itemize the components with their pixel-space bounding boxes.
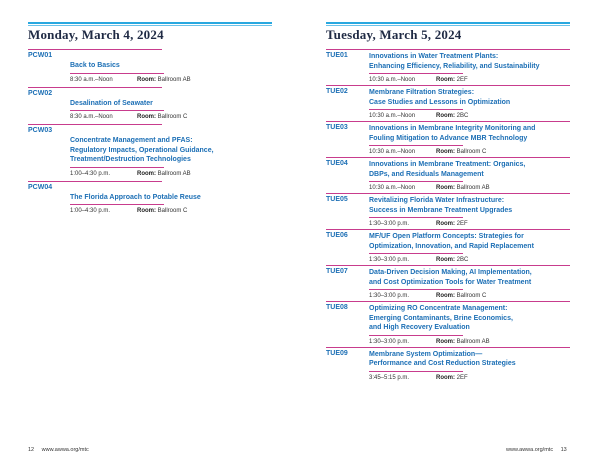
session-time: 1:30–3:00 p.m.: [369, 257, 410, 263]
session-rule: [326, 193, 570, 194]
session-subrule: [369, 73, 463, 74]
session-title: Enhancing Efficiency, Reliability, and Sustainability: [369, 62, 540, 70]
room-label: Room:: [436, 293, 455, 299]
session-room: Ballroom AB: [157, 76, 191, 83]
session-subrule: [70, 110, 164, 111]
session-code: PCW02: [28, 89, 53, 97]
session-rule: [326, 229, 570, 230]
session-room: 2EF: [456, 77, 468, 83]
session-rule: [326, 265, 570, 266]
session-code: TUE08: [326, 304, 348, 311]
room-label: Room:: [436, 185, 455, 191]
session-rule: [326, 49, 570, 50]
session-room: Ballroom AB: [157, 170, 191, 177]
session-room: Ballroom AB: [456, 185, 490, 191]
session-rule: [28, 87, 162, 88]
session-room: Ballroom AB: [456, 338, 490, 345]
room-label: Room:: [436, 374, 455, 381]
room-label: Room:: [436, 149, 455, 155]
room-label: Room:: [137, 114, 156, 120]
session-time: 10:30 a.m.–Noon: [369, 185, 416, 191]
footer-url: www.awwa.org/mtc: [506, 447, 554, 453]
session-title: Membrane System Optimization—: [369, 350, 483, 358]
session-meta: [70, 208, 187, 214]
session-code: TUE01: [326, 52, 348, 59]
session-subrule: [369, 253, 463, 254]
session-title: Innovations in Membrane Integrity Monitoring and: [369, 125, 536, 132]
session-title: DBPs, and Residuals Management: [369, 170, 484, 178]
session-time: 8:30 a.m.–Noon: [70, 114, 113, 120]
room-label: Room:: [436, 338, 455, 345]
session-room: 2BC: [456, 113, 469, 119]
session-title: Optimization, Innovation, and Rapid Replacement: [369, 242, 534, 250]
session-title: Innovations in Membrane Treatment: Organics,: [369, 161, 526, 168]
session-subrule: [369, 371, 463, 372]
session-code: PCW01: [28, 52, 53, 59]
session-room: 2EF: [456, 221, 468, 227]
session-title: and Cost Optimization Tools for Water Treatment: [369, 278, 532, 286]
session-room: Ballroom C: [456, 149, 487, 155]
page-number: 12: [28, 447, 35, 453]
monday-heading: Monday, March 4, 2024: [28, 27, 164, 42]
session-rule: [28, 49, 162, 50]
session-rule: [28, 181, 162, 182]
top-rule-thin: [28, 25, 272, 26]
session-time: 1:30–3:00 p.m.: [369, 338, 410, 345]
left-footer: [28, 447, 89, 453]
session-title: and High Recovery Evaluation: [369, 324, 470, 331]
session-title: Emerging Contaminants, Brine Economics,: [369, 314, 513, 322]
session-time: 1:00–4:30 p.m.: [70, 170, 111, 177]
room-label: Room:: [137, 170, 156, 177]
session-title: Concentrate Management and PFAS:: [70, 137, 193, 144]
session-rule: [326, 347, 570, 348]
session-rule: [326, 85, 570, 86]
session-time: 10:30 a.m.–Noon: [369, 113, 416, 119]
right-footer: [506, 447, 567, 453]
session-room: Ballroom C: [157, 114, 188, 120]
session-title: Regulatory Impacts, Operational Guidance,: [70, 146, 214, 154]
session-rule: [326, 121, 570, 122]
session-title: Data-Driven Decision Making, AI Implementation,: [369, 269, 532, 276]
session-meta: [369, 293, 486, 299]
session-room: 2EF: [456, 374, 468, 381]
session-title: Revitalizing Florida Water Infrastructure:: [369, 197, 505, 204]
session-meta: [369, 221, 468, 227]
session-meta: [369, 77, 468, 83]
session-code: TUE07: [326, 268, 348, 275]
session-time: 10:30 a.m.–Noon: [369, 77, 416, 83]
session-meta: [369, 113, 468, 119]
room-label: Room:: [137, 208, 156, 214]
session-title: Case Studies and Lessons in Optimization: [369, 98, 511, 106]
right-page: [300, 0, 599, 463]
session-code: TUE09: [326, 349, 348, 357]
session-code: TUE06: [326, 232, 348, 239]
session-title: Desalination of Seawater: [70, 99, 153, 107]
session-meta: [369, 375, 468, 381]
session-subrule: [369, 109, 463, 110]
room-label: Room:: [137, 76, 156, 83]
session-title: MF/UF Open Platform Concepts: Strategies for: [369, 233, 524, 240]
session-title: Membrane Filtration Strategies:: [369, 89, 475, 96]
session-room: Ballroom C: [456, 293, 487, 299]
session-subrule: [369, 217, 463, 218]
session-title: Optimizing RO Concentrate Management:: [369, 305, 508, 312]
session-title: Performance and Cost Reduction Strategies: [369, 360, 516, 367]
session-code: TUE02: [326, 88, 348, 95]
session-subrule: [70, 167, 164, 168]
session-code: TUE05: [326, 196, 348, 203]
session-code: TUE04: [326, 160, 348, 167]
session-meta: [369, 185, 490, 191]
session-subrule: [70, 73, 164, 74]
session-subrule: [70, 204, 164, 205]
session-rule: [326, 301, 570, 302]
session-title: Treatment/Destruction Technologies: [70, 156, 191, 163]
session-subrule: [369, 289, 463, 290]
session-title: Innovations in Water Treatment Plants:: [369, 53, 499, 60]
session-subrule: [369, 181, 463, 182]
session-meta: [369, 339, 490, 345]
left-page: [0, 0, 299, 463]
room-label: Room:: [436, 221, 455, 227]
session-time: 10:30 a.m.–Noon: [369, 149, 416, 155]
session-rule: [326, 157, 570, 158]
session-meta: [70, 114, 187, 120]
session-time: 1:00–4:30 p.m.: [70, 208, 111, 214]
session-time: 3:45–5:15 p.m.: [369, 374, 410, 381]
session-time: 8:30 a.m.–Noon: [70, 76, 113, 83]
session-room: 2BC: [456, 257, 469, 263]
room-label: Room:: [436, 113, 455, 119]
session-title: Back to Basics: [70, 62, 120, 69]
session-title: The Florida Approach to Potable Reuse: [70, 193, 201, 201]
room-label: Room:: [436, 257, 455, 263]
session-meta: [70, 77, 191, 83]
tuesday-heading: Tuesday, March 5, 2024: [326, 27, 462, 42]
session-meta: [70, 171, 191, 177]
session-code: PCW03: [28, 127, 53, 134]
session-rule: [28, 124, 162, 125]
footer-url: www.awwa.org/mtc: [41, 447, 89, 453]
session-code: TUE03: [326, 124, 348, 131]
session-time: 1:30–3:00 p.m.: [369, 221, 410, 227]
session-code: PCW04: [28, 183, 53, 191]
top-rule: [326, 22, 570, 24]
top-rule-thin: [326, 25, 570, 26]
session-subrule: [369, 145, 463, 146]
session-time: 1:30–3:00 p.m.: [369, 293, 410, 299]
room-label: Room:: [436, 77, 455, 83]
session-title: Success in Membrane Treatment Upgrades: [369, 206, 513, 214]
top-rule: [28, 22, 272, 24]
session-meta: [369, 257, 468, 263]
session-meta: [369, 149, 486, 155]
session-subrule: [369, 335, 463, 336]
session-title: Fouling Mitigation to Advance MBR Technology: [369, 134, 528, 142]
page-number: 13: [560, 447, 567, 453]
session-room: Ballroom C: [157, 208, 188, 214]
